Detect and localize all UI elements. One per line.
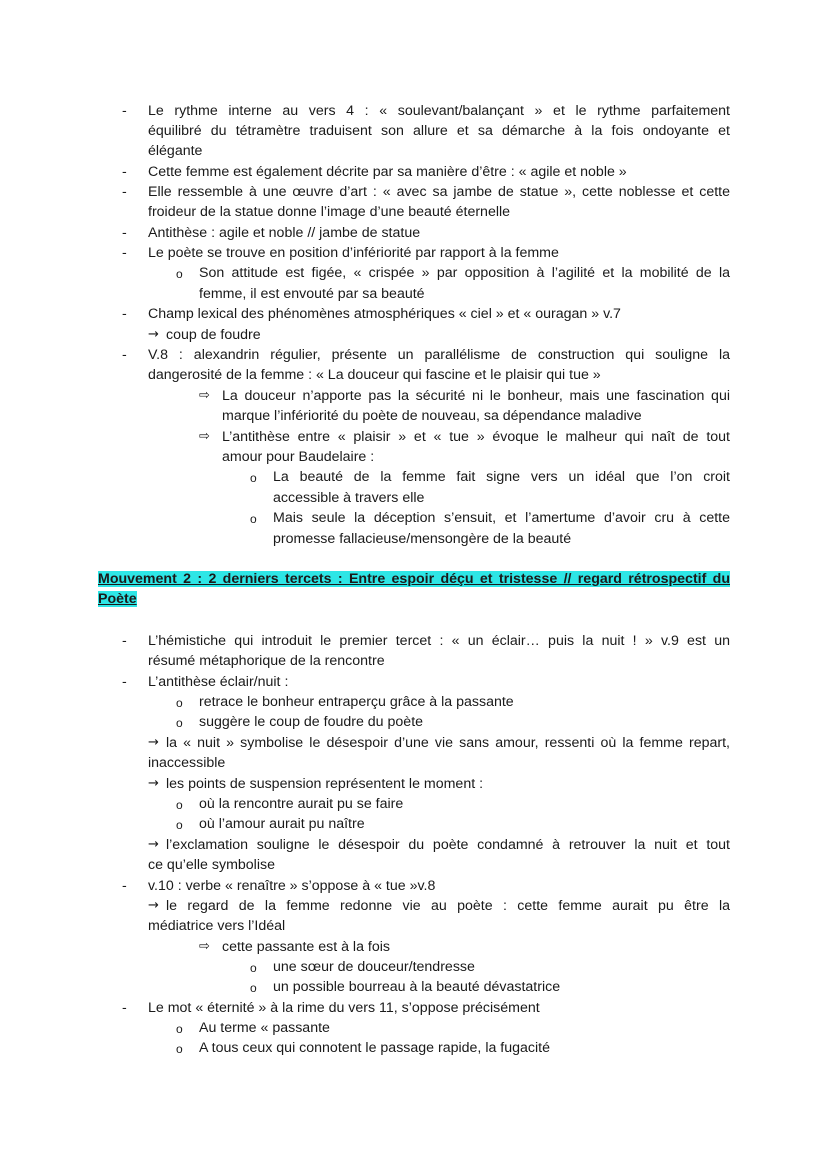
text-line: Le mot « éternité » à la rime du vers 11, s’oppose précisément	[148, 1000, 540, 1016]
circle-bullet: o	[176, 1042, 183, 1056]
text-line: où l’amour aurait pu naître	[199, 816, 365, 832]
dash-bullet: -	[122, 306, 127, 322]
section-heading	[98, 569, 730, 589]
text-line: médiatrice vers l’Idéal	[148, 918, 286, 934]
circle-bullet: o	[176, 716, 183, 730]
text-line: retrace le bonheur entraperçu grâce à la passante	[199, 694, 514, 710]
text-line: La douceur n’apporte pas la sécurité ni le bonheur, mais une fascination qui	[222, 388, 730, 404]
dash-bullet: -	[122, 103, 127, 119]
text-line: une sœur de douceur/tendresse	[273, 959, 475, 975]
text-line: élégante	[148, 143, 203, 159]
heading-line-1: Mouvement 2 : 2 derniers tercets : Entre espoir déçu et tristesse // regard rétrospectif du	[98, 571, 730, 587]
text-line: L’antithèse entre « plaisir » et « tue » évoque le malheur qui naît de tout	[222, 429, 730, 445]
text-line: Champ lexical des phénomènes atmosphériques « ciel » et « ouragan » v.7	[148, 306, 621, 322]
dash-bullet: -	[122, 633, 127, 649]
arrow-icon: →	[148, 735, 159, 750]
text-line: suggère le coup de foudre du poète	[199, 714, 424, 730]
text-line: équilibré du tétramètre traduisent son allure et sa démarche à la fois ondoyante et	[148, 123, 730, 139]
dash-bullet: -	[122, 347, 127, 363]
circle-bullet: o	[176, 818, 183, 832]
section-heading-cont	[98, 589, 730, 609]
text-line: L’antithèse éclair/nuit :	[148, 674, 289, 690]
text-line: A tous ceux qui connotent le passage rapide, la fugacité	[199, 1040, 550, 1056]
circle-bullet: o	[176, 696, 183, 710]
arrow-icon: →	[148, 837, 159, 852]
text-line: amour pour Baudelaire :	[222, 449, 375, 465]
arrow-right-icon: ⇨	[199, 429, 210, 444]
text-line: Mais seule la déception s’ensuit, et l’amertume d’avoir cru à cette	[273, 510, 730, 526]
text-line: ce qu’elle symbolise	[148, 857, 275, 873]
text-line: Elle ressemble à une œuvre d’art : « avec sa jambe de statue », cette noblesse et cette	[148, 184, 730, 200]
text-line: Le rythme interne au vers 4 : « soulevant/balançant » et le rythme parfaitement	[148, 103, 730, 119]
text-line: marque l’infériorité du poète de nouveau, sa dépendance maladive	[222, 408, 642, 424]
text-line: le regard de la femme redonne vie au poète : cette femme aurait pu être la	[166, 898, 730, 914]
text-line: promesse fallacieuse/mensongère de la beauté	[273, 531, 572, 547]
circle-bullet: o	[250, 512, 257, 526]
dash-bullet: -	[122, 1000, 127, 1016]
text-line: où la rencontre aurait pu se faire	[199, 796, 404, 812]
arrow-icon: →	[148, 776, 159, 791]
text-line: V.8 : alexandrin régulier, présente un parallélisme de construction qui souligne la	[148, 347, 730, 363]
text-line: accessible à travers elle	[273, 490, 425, 506]
arrow-right-icon: ⇨	[199, 939, 210, 954]
text-line: un possible bourreau à la beauté dévastatrice	[273, 979, 561, 995]
dash-bullet: -	[122, 225, 127, 241]
arrow-right-icon: ⇨	[199, 388, 210, 403]
text-line: cette passante est à la fois	[222, 939, 390, 955]
heading-line-2: Poète	[98, 591, 137, 607]
circle-bullet: o	[250, 981, 257, 995]
arrow-icon: →	[148, 898, 159, 913]
dash-bullet: -	[122, 878, 127, 894]
arrow-icon: →	[148, 327, 159, 342]
dash-bullet: -	[122, 184, 127, 200]
text-line: Le poète se trouve en position d’infériorité par rapport à la femme	[148, 245, 559, 261]
text-line: les points de suspension représentent le moment :	[166, 776, 484, 792]
dash-bullet: -	[122, 245, 127, 261]
text-line: Au terme « passante	[199, 1020, 330, 1036]
circle-bullet: o	[250, 961, 257, 975]
text-line: inaccessible	[148, 755, 226, 771]
text-line: v.10 : verbe « renaître » s’oppose à « tue »v.8	[148, 878, 436, 894]
text-line: femme, il est envouté par sa beauté	[199, 286, 425, 302]
circle-bullet: o	[250, 471, 257, 485]
circle-bullet: o	[176, 1022, 183, 1036]
dash-bullet: -	[122, 674, 127, 690]
text-line: Son attitude est figée, « crispée » par opposition à l’agilité et la mobilité de la	[199, 265, 730, 281]
text-line: coup de foudre	[166, 327, 261, 343]
text-line: la « nuit » symbolise le désespoir d’une vie sans amour, ressenti où la femme repart,	[166, 735, 730, 751]
text-line: dangerosité de la femme : « La douceur qui fascine et le plaisir qui tue »	[148, 367, 601, 383]
circle-bullet: o	[176, 798, 183, 812]
text-line: Cette femme est également décrite par sa manière d’être : « agile et noble »	[148, 164, 627, 180]
text-line: La beauté de la femme fait signe vers un idéal que l’on croit	[273, 469, 730, 485]
text-line: froideur de la statue donne l’image d’une beauté éternelle	[148, 204, 511, 220]
text-line: L’hémistiche qui introduit le premier tercet : « un éclair… puis la nuit ! » v.9 est un	[148, 633, 730, 649]
dash-bullet: -	[122, 164, 127, 180]
circle-bullet: o	[176, 267, 183, 281]
text-line: Antithèse : agile et noble // jambe de statue	[148, 225, 421, 241]
text-line: résumé métaphorique de la rencontre	[148, 653, 385, 669]
text-line: l’exclamation souligne le désespoir du poète condamné à retrouver la nuit et tout	[166, 837, 730, 853]
